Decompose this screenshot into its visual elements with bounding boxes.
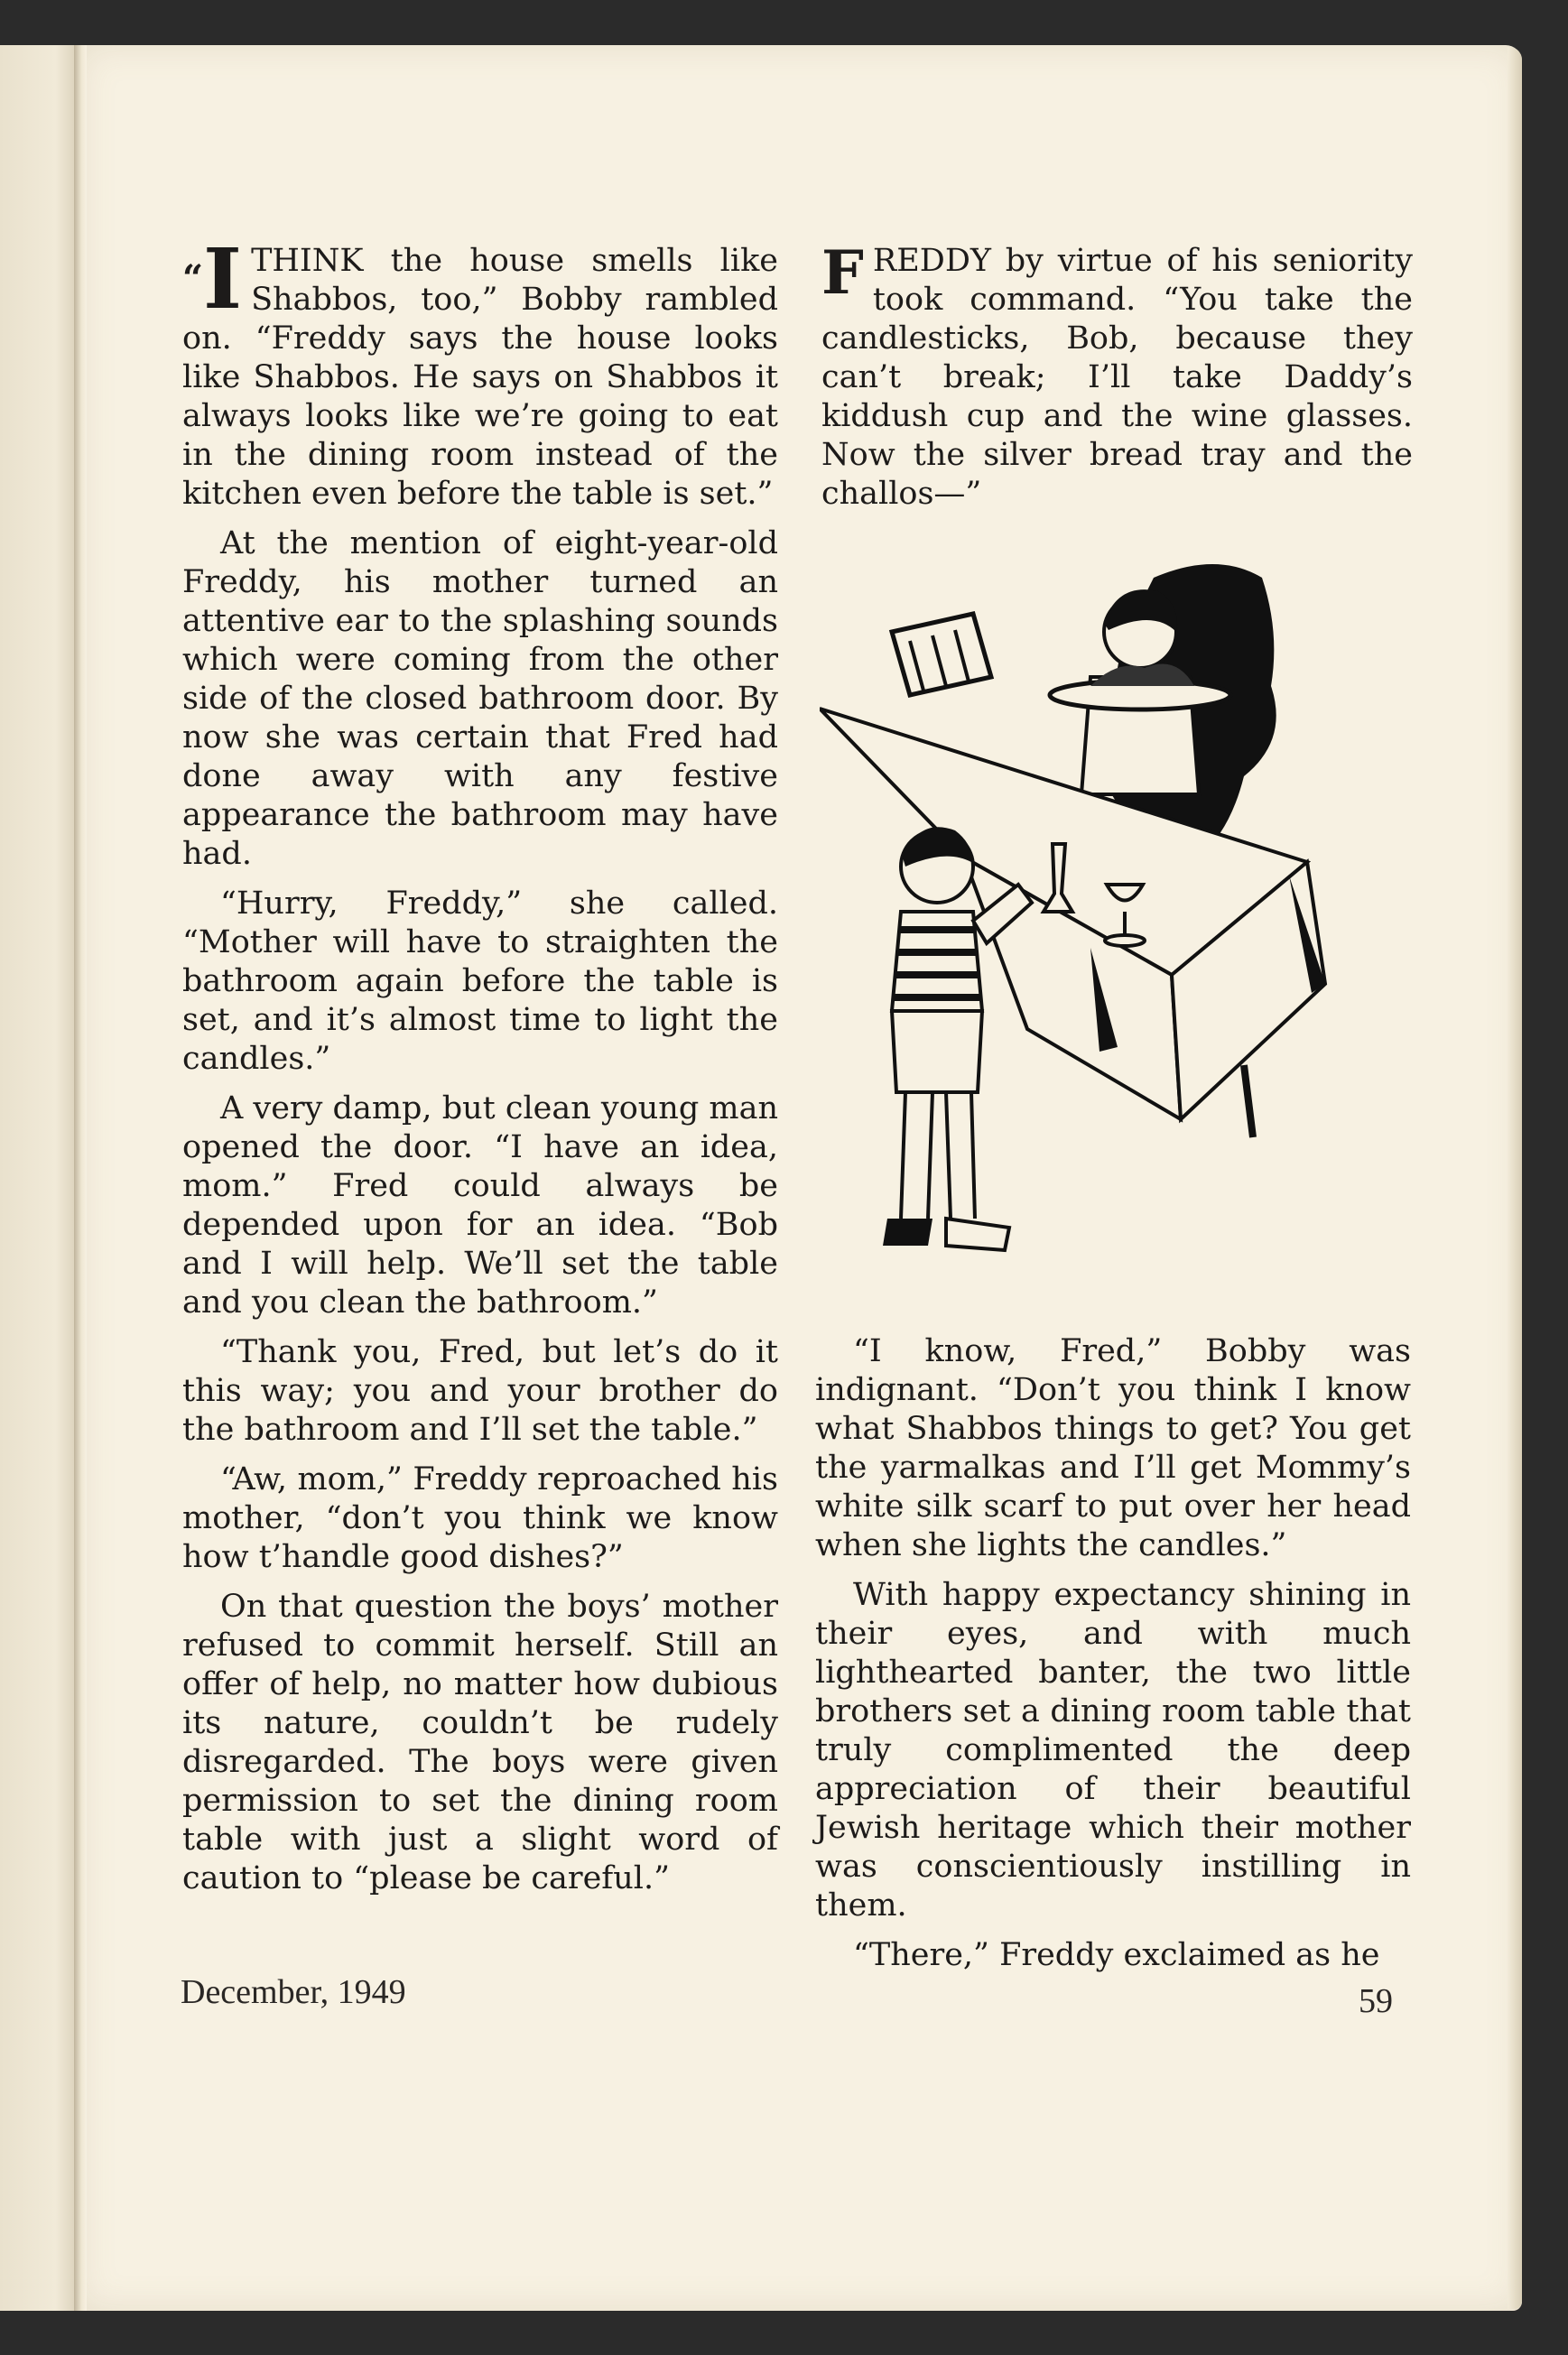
paragraph: “Hurry, Freddy,” she called. “Mother will have to straighten the bathroom again before the table is set, and it’s almost time to light the candles.” (182, 885, 778, 1077)
facing-page-edge (0, 45, 79, 2311)
table-setting-illustration-icon (820, 560, 1415, 1309)
opening-paragraph (182, 230, 778, 514)
drop-cap: “I (182, 230, 243, 328)
opening-text: THINK the house smells like Shabbos, too,” Bobby rambled on. “Freddy says the house looks like Shabbos. He says on Shabbos it always looks like we’re going to eat in the dining room instead of the kitchen even before the table is set.” (182, 243, 778, 512)
paragraph: With happy expectancy shining in their eyes, and with much lighthearted banter, the two little brothers set a dining room table that truly complimented the deep appreciation of their beautiful Jewish heritage which their mother was conscientiously instilling in them. (815, 1577, 1411, 1924)
opening-paragraph-right (821, 237, 1413, 514)
paragraph: “Thank you, Fred, but let’s do it this way; you and your brother do the bathroom and I’ll set the table.” (182, 1334, 778, 1448)
page-right-edge (1508, 47, 1522, 2309)
paragraph: A very damp, but clean young man opened the door. “I have an idea, mom.” Fred could always be depended upon for an idea. “Bob and I will help. We’ll set the table and you clean the bathroom.” (182, 1090, 778, 1321)
paragraph: “I know, Fred,” Bobby was indignant. “Don’t you think I know what Shabbos things to get? You get the yarmalkas and I’ll get Mommy’s white silk scarf to put over her head when she lights the candles.” (815, 1333, 1411, 1563)
binding-spine (74, 45, 87, 2311)
left-column (182, 230, 778, 1898)
right-column-bottom (815, 1332, 1411, 1975)
paragraph: At the mention of eight-year-old Freddy, his mother turned an attentive ear to the splashing sounds which were coming from the other side of the closed bathroom door. By now she was certain that Fred had done away with any festive appearance the bathroom may have had. (182, 525, 778, 872)
paragraph-text: REDDY by virtue of his seniority took command. “You take the candlesticks, Bob, because they can’t break; I’ll take Daddy’s kiddush cup and the wine glasses. Now the silver bread tray and the challos—” (821, 243, 1413, 512)
drop-cap-f: F (821, 237, 864, 308)
issue-date: December, 1949 (181, 1973, 406, 2011)
paragraph: “Aw, mom,” Freddy reproached his mother, “don’t you think we know how t’handle good dishes?” (182, 1461, 778, 1575)
right-column-top (821, 237, 1413, 514)
paragraph: On that question the boys’ mother refused to commit herself. Still an offer of help, no matter how dubious its nature, couldn’t be rudely disregarded. The boys were given permission to set the dining room table with just a slight word of caution to “please be careful.” (182, 1589, 778, 1896)
page-number: 59 (1359, 1982, 1393, 2020)
paragraph: “There,” Freddy exclaimed as he (853, 1937, 1380, 1973)
